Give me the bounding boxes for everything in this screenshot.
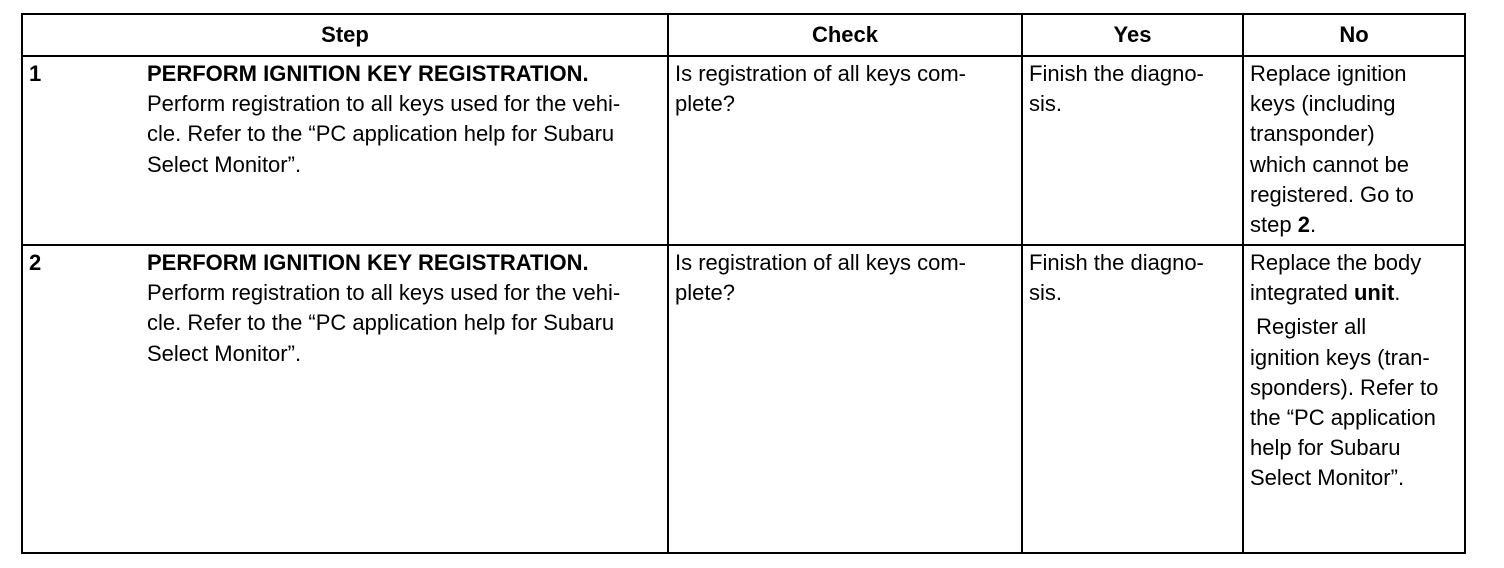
yes-cell (1022, 56, 1243, 245)
check-text-line: Is registration of all keys com- (675, 61, 966, 86)
step-text-line: cle. Refer to the “PC application help for Subaru (147, 310, 615, 336)
yes-text-line: Finish the diagno- (1029, 250, 1204, 275)
unit-word: unit (1353, 280, 1395, 306)
step-number: 1 (29, 61, 42, 86)
diagnosis-table (21, 13, 1466, 554)
check-text-line: plete? (675, 91, 735, 117)
unit-suffix: . (1394, 280, 1401, 306)
table-row (22, 56, 1465, 245)
no-text-line: the “PC application (1250, 405, 1436, 431)
step-title: PERFORM IGNITION KEY REGISTRATION. (147, 250, 589, 275)
check-text-line: plete? (675, 280, 735, 306)
step-cell (22, 56, 668, 245)
yes-text-line: sis. (1029, 280, 1062, 306)
no-text-line (1250, 210, 1460, 240)
header-step: Step (22, 14, 668, 56)
step-text-line: Select Monitor”. (147, 151, 302, 177)
no-text-line: transponder) (1250, 121, 1375, 147)
check-text-line: Is registration of all keys com- (675, 250, 966, 275)
header-yes: Yes (1022, 14, 1243, 56)
no-text-line: which cannot be (1250, 151, 1409, 177)
no-text-line: keys (including (1250, 91, 1396, 117)
no-text-line: Select Monitor”. (1250, 465, 1405, 491)
step-cell (22, 245, 668, 553)
no-text-line: ignition keys (tran- (1250, 344, 1430, 370)
no-cell (1243, 245, 1465, 553)
step-text-line: Perform registration to all keys used for the vehi- (147, 280, 621, 306)
no-text-line: Register all (1250, 314, 1367, 340)
check-cell (668, 56, 1022, 245)
yes-text-line: Finish the diagno- (1029, 61, 1204, 86)
step-text-line: Perform registration to all keys used for the vehi- (147, 91, 621, 117)
step-ref-prefix: step (1250, 212, 1298, 238)
yes-cell (1022, 245, 1243, 553)
step-text-line: cle. Refer to the “PC application help for Subaru (147, 121, 615, 147)
step-title: PERFORM IGNITION KEY REGISTRATION. (147, 61, 589, 86)
no-text-line: Replace ignition (1250, 61, 1407, 86)
header-check: Check (668, 14, 1022, 56)
no-text-line (1250, 278, 1460, 308)
no-text-line: Replace the body (1250, 250, 1422, 275)
header-row (22, 14, 1465, 56)
no-text-line: help for Subaru (1250, 435, 1401, 461)
yes-text-line: sis. (1029, 91, 1062, 117)
step-number: 2 (29, 250, 42, 275)
no-cell (1243, 56, 1465, 245)
check-cell (668, 245, 1022, 553)
step-ref-suffix: . (1309, 212, 1317, 238)
no-text-line: registered. Go to (1250, 181, 1414, 207)
step-ref-number: 2 (1297, 212, 1310, 238)
no-text-line: sponders). Refer to (1250, 374, 1439, 400)
unit-prefix: integrated (1250, 280, 1354, 306)
step-text-line: Select Monitor”. (147, 340, 302, 366)
header-no: No (1243, 14, 1465, 56)
table-row (22, 245, 1465, 553)
